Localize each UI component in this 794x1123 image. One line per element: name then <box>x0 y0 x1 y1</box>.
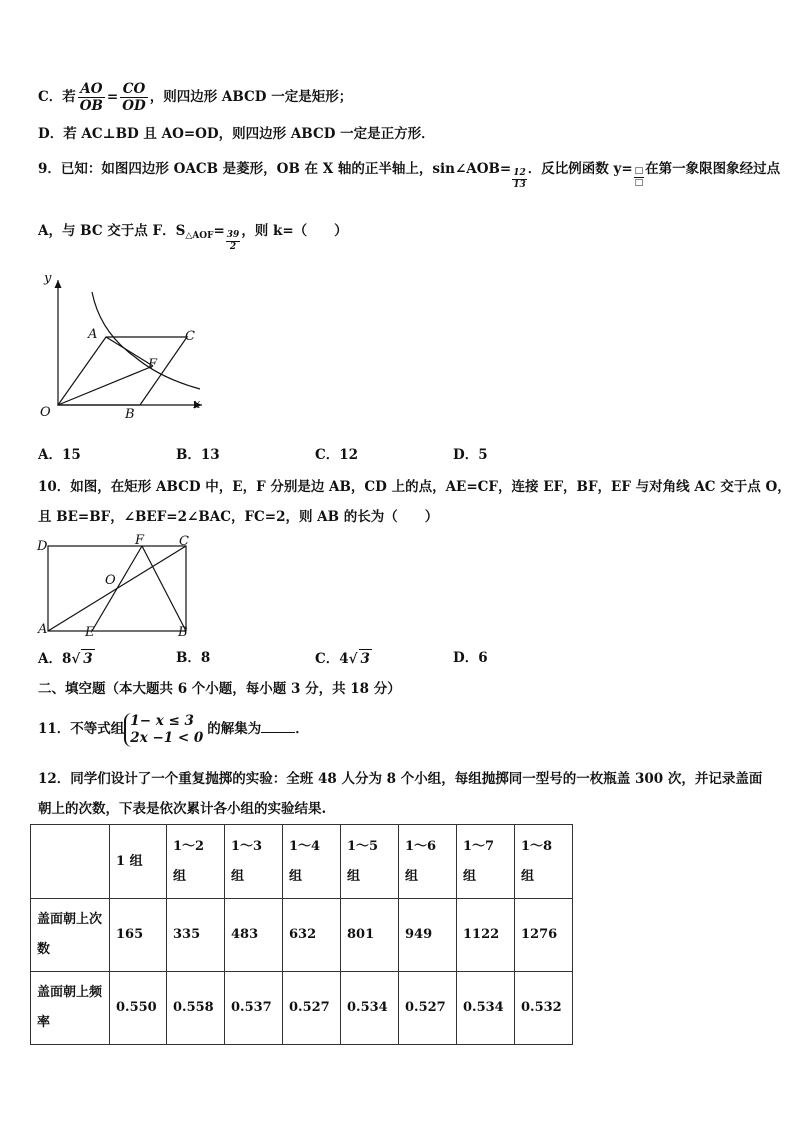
q10-line-1: 10．如图，在矩形 ABCD 中，E，F 分别是边 AB，CD 上的点，AE=CF，连接 EF，BF，EF 与对角线 AC 交于点 O， <box>38 479 791 495</box>
table-cell: 1276 <box>515 899 573 972</box>
table-cell: 0.527 <box>283 972 341 1045</box>
q12-line-2: 朝上的次数，下表是依次累计各小组的实验结果. <box>38 801 327 817</box>
table-header-cell: 1～5 组 <box>341 825 399 899</box>
q10-c-prefix: C．4 <box>315 651 349 667</box>
q9-label-y: y <box>44 272 52 286</box>
q9-k-num: □ <box>634 166 644 176</box>
q9-hyperbola <box>92 292 200 389</box>
q10-label-c: C <box>179 534 189 549</box>
q8-c-f1-den: OB <box>79 98 103 114</box>
q12-results-table <box>30 824 573 1045</box>
q10-option-c <box>315 649 372 668</box>
q9-line1-a: 9．已知：如图四边形 OACB 是菱形，OB 在 X 轴的正半轴上，sin∠AOB= <box>38 161 512 177</box>
q9-area-fraction <box>226 230 241 253</box>
table-cell: 0.534 <box>457 972 515 1045</box>
q9-line-2 <box>38 218 348 253</box>
table-row-label: 盖面朝上次数 <box>31 899 110 972</box>
q10-a-radical-sign: √ <box>71 651 81 667</box>
table-header-cell: 1～4 组 <box>283 825 341 899</box>
table-header-cell: 1～7 组 <box>457 825 515 899</box>
q11-answer-blank[interactable] <box>261 720 295 733</box>
q9-k-den: □ <box>634 178 644 188</box>
q9-label-x: x <box>193 397 201 412</box>
table-header-cell <box>31 825 110 899</box>
table-header-cell: 1～8 组 <box>515 825 573 899</box>
q9-k-fraction <box>634 166 645 189</box>
table-cell: 165 <box>110 899 167 972</box>
q9-label-a: A <box>88 327 98 342</box>
table-cell: 632 <box>283 899 341 972</box>
q9-figure <box>30 272 210 424</box>
q8-c-f2-num: CO <box>120 81 147 98</box>
table-header-cell: 1～2 组 <box>167 825 225 899</box>
q9-area-num: 39 <box>226 230 240 240</box>
q9-sin-num: 12 <box>513 168 526 178</box>
q9-line-1 <box>38 156 780 191</box>
table-cell: 801 <box>341 899 399 972</box>
q10-option-a <box>38 649 95 668</box>
q11-inequality-system <box>124 713 207 747</box>
q10-option-d: D．6 <box>453 650 488 666</box>
q9-sin-fraction <box>512 168 527 191</box>
q9-line1-b: ．反比例函数 y= <box>527 161 633 177</box>
table-header-row <box>31 825 573 899</box>
q9-label-c: C <box>185 329 195 344</box>
q11-prefix: 11．不等式组 <box>38 721 125 737</box>
section-2-heading: 二、填空题（本大题共 6 个小题，每小题 3 分，共 18 分） <box>38 681 401 697</box>
q8-option-c <box>38 80 352 114</box>
table-cell: 949 <box>399 899 457 972</box>
q8-c-prefix: C．若 <box>38 89 76 105</box>
table-cell: 0.537 <box>225 972 283 1045</box>
q10-label-o: O <box>105 573 116 588</box>
q11-end: ． <box>295 721 309 737</box>
q9-sin-den: 13 <box>513 180 526 190</box>
q10-a-radicand: 3 <box>83 651 93 667</box>
q10-label-f: F <box>135 533 145 548</box>
q9-label-b: B <box>125 407 135 422</box>
q10-option-b: B．8 <box>176 650 211 666</box>
table-row <box>31 899 573 972</box>
q10-a-prefix: A．8 <box>38 651 72 667</box>
table-header-cell: 1 组 <box>110 825 167 899</box>
q8-c-rest: ，则四边形 ABCD 一定是矩形； <box>149 89 353 105</box>
q9-line2-c: ，则 k=（ ） <box>241 223 348 239</box>
q8-c-eq: = <box>106 89 119 105</box>
table-cell: 335 <box>167 899 225 972</box>
q9-label-f: F <box>148 357 158 372</box>
q10-label-b: B <box>178 625 188 640</box>
q9-label-o: O <box>40 405 51 420</box>
table-cell: 483 <box>225 899 283 972</box>
q11-inequality-1: 1− x ≤ 3 <box>130 712 194 729</box>
table-header-cell: 1～6 组 <box>399 825 457 899</box>
table-row-label: 盖面朝上频率 <box>31 972 110 1045</box>
q10-segment-ef <box>92 546 142 631</box>
q8-c-f2-den: OD <box>122 98 146 114</box>
q9-line2-a: A，与 BC 交于点 F．S <box>38 223 186 239</box>
q11 <box>38 708 309 750</box>
q10-label-a: A <box>38 622 48 637</box>
table-cell: 0.558 <box>167 972 225 1045</box>
q10-c-radicand: 3 <box>360 651 370 667</box>
q9-area-den: 2 <box>229 242 237 252</box>
table-cell: 0.527 <box>399 972 457 1045</box>
table-cell: 0.534 <box>341 972 399 1045</box>
q10-label-e: E <box>85 625 95 640</box>
table-cell: 0.532 <box>515 972 573 1045</box>
q10-segment-bf <box>142 546 186 631</box>
table-cell: 1122 <box>457 899 515 972</box>
table-header-cell: 1～3 组 <box>225 825 283 899</box>
q8-c-fraction-2 <box>120 81 147 114</box>
q8-option-d: D．若 AC⊥BD 且 AO=OD，则四边形 ABCD 一定是正方形． <box>38 126 435 142</box>
q12-line-1: 12．同学们设计了一个重复抛掷的实验：全班 48 人分为 8 个小组，每组抛掷同一型号的一枚瓶盖 300 次，并记录盖面 <box>38 771 763 787</box>
q9-segment-af <box>106 337 153 366</box>
q10-label-d: D <box>37 539 48 554</box>
table-row <box>31 972 573 1045</box>
q9-option-d: D．5 <box>453 447 488 463</box>
q11-suffix: 的解集为 <box>207 721 262 737</box>
q8-c-fraction-1 <box>78 81 105 114</box>
q9-option-c: C．12 <box>315 447 359 463</box>
q9-area-subscript: △AOF <box>185 231 214 241</box>
q9-line1-c: 在第一象限图象经过点 <box>645 161 781 177</box>
q8-c-f1-num: AO <box>78 81 105 98</box>
table-cell: 0.550 <box>110 972 167 1045</box>
q11-inequality-2: 2x −1 < 0 <box>130 729 204 746</box>
q9-y-arrow <box>55 280 62 288</box>
q9-line2-b: = <box>213 223 225 239</box>
q10-figure <box>34 532 194 642</box>
q10-line-2: 且 BE=BF，∠BEF=2∠BAC，FC=2，则 AB 的长为（ ） <box>38 509 439 525</box>
q10-c-radical-sign: √ <box>348 651 358 667</box>
q9-option-a: A．15 <box>38 447 81 463</box>
q9-option-b: B．13 <box>176 447 220 463</box>
